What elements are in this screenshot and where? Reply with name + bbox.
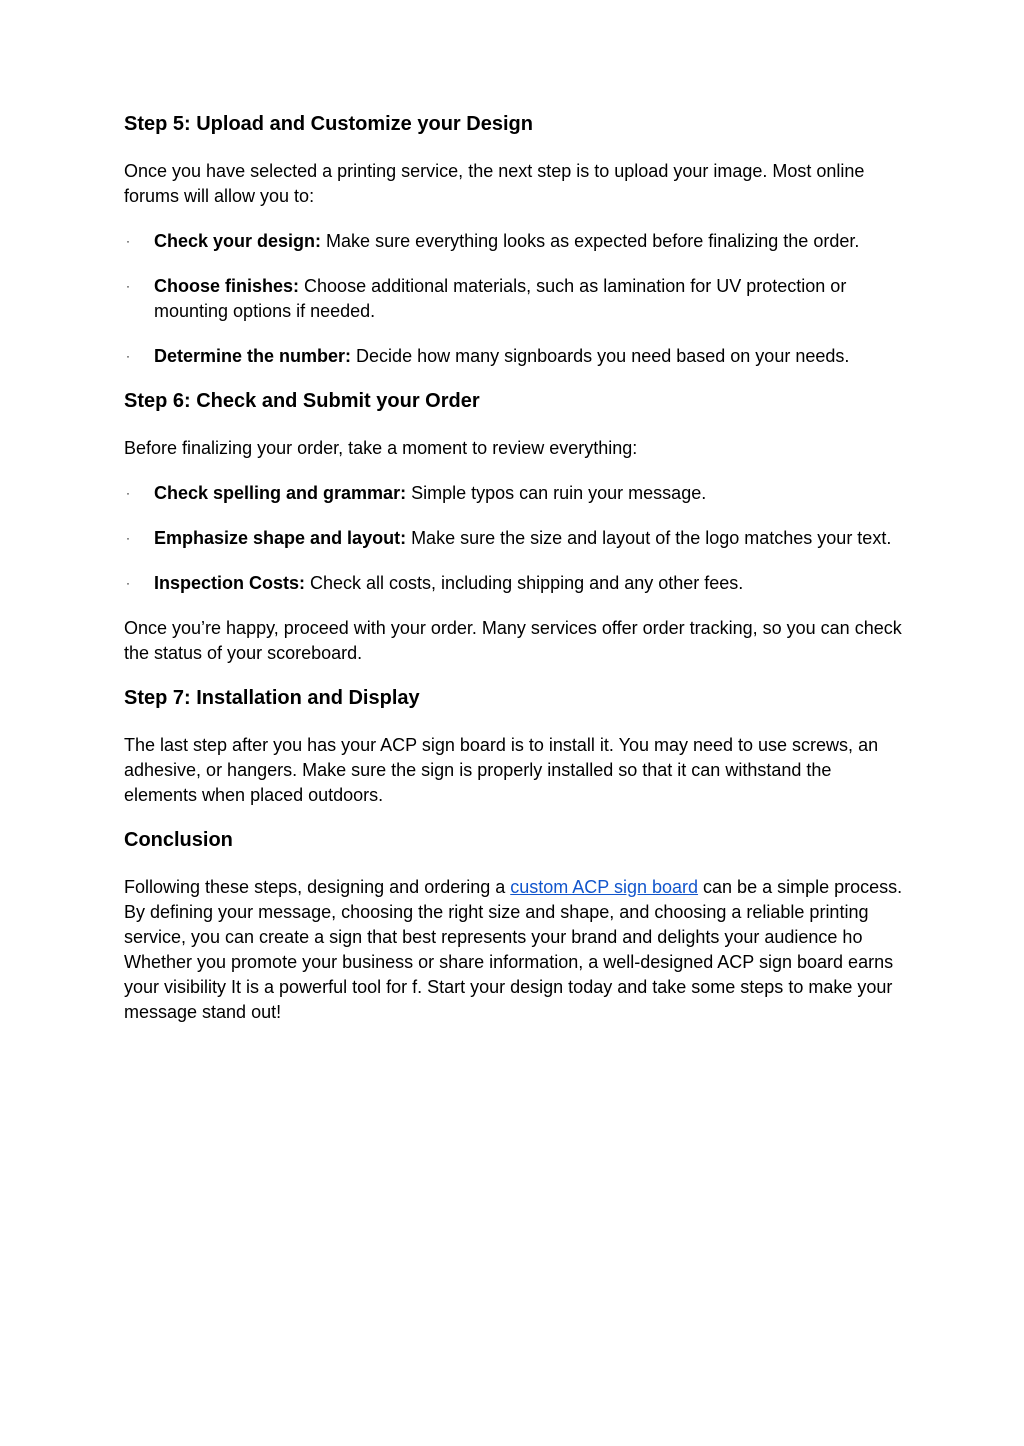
step-6-section <box>124 389 904 666</box>
list-item <box>124 274 904 324</box>
custom-acp-sign-board-link[interactable]: custom ACP sign board <box>510 877 699 897</box>
step-6-intro: Before finalizing your order, take a moment to review everything: <box>124 438 638 458</box>
step-6-heading: Step 6: Check and Submit your Order <box>124 390 480 412</box>
bullet-text: Make sure the size and layout of the logo matches your text. <box>406 528 892 548</box>
bullet-icon: · <box>126 279 130 293</box>
step-7-heading: Step 7: Installation and Display <box>124 687 420 709</box>
bullet-term: Emphasize shape and layout: <box>154 528 407 548</box>
bullet-icon: · <box>126 531 130 545</box>
step-5-intro: Once you have selected a printing service, the next step is to upload your image. Most online forums will allow you to: <box>124 161 865 206</box>
conclusion-section <box>124 828 904 1025</box>
bullet-term: Check spelling and grammar: <box>154 483 407 503</box>
bullet-term: Determine the number: <box>154 346 352 366</box>
conclusion-body <box>124 875 904 1025</box>
bullet-term: Check your design: <box>154 231 322 251</box>
step-6-outro: Once you’re happy, proceed with your order. Many services offer order tracking, so you can check the status of your scoreboard. <box>124 618 902 663</box>
bullet-text: Choose additional materials, such as lamination for UV protection or mounting options if needed. <box>154 276 847 321</box>
bullet-text: Check all costs, including shipping and any other fees. <box>305 573 744 593</box>
bullet-icon: · <box>126 234 130 248</box>
conclusion-text-before-link: Following these steps, designing and ordering a <box>124 877 511 897</box>
bullet-term: Inspection Costs: <box>154 573 306 593</box>
bullet-icon: · <box>126 349 130 363</box>
list-item <box>124 344 904 369</box>
step-6-list <box>124 481 904 596</box>
bullet-text: Make sure everything looks as expected before finalizing the order. <box>321 231 860 251</box>
list-item <box>124 526 904 551</box>
bullet-icon: · <box>126 486 130 500</box>
list-item <box>124 481 904 506</box>
list-item <box>124 229 904 254</box>
step-5-heading: Step 5: Upload and Customize your Design <box>124 113 533 135</box>
bullet-icon: · <box>126 576 130 590</box>
step-5-section <box>124 112 904 369</box>
conclusion-heading: Conclusion <box>124 829 233 851</box>
list-item <box>124 571 904 596</box>
conclusion-text-after-link: can be a simple process. By defining your message, choosing the right size and shape, and choosing a reliable printing service, you can create a sign that best represents your brand and delights your audience ho Whether you promote your business or share information, a well-designed ACP sign board earns your visibility It is a powerful tool for f. Start your design today and take some steps to make your message stand out! <box>124 877 903 1022</box>
step-7-section <box>124 686 904 808</box>
step-7-body: The last step after you has your ACP sign board is to install it. You may need to use screws, an adhesive, or hangers. Make sure the sign is properly installed so that it can withstand the elements when placed outdoors. <box>124 735 879 805</box>
bullet-text: Decide how many signboards you need based on your needs. <box>351 346 850 366</box>
step-5-list <box>124 229 904 369</box>
document-page <box>124 112 904 1045</box>
bullet-text: Simple typos can ruin your message. <box>406 483 707 503</box>
bullet-term: Choose finishes: <box>154 276 300 296</box>
